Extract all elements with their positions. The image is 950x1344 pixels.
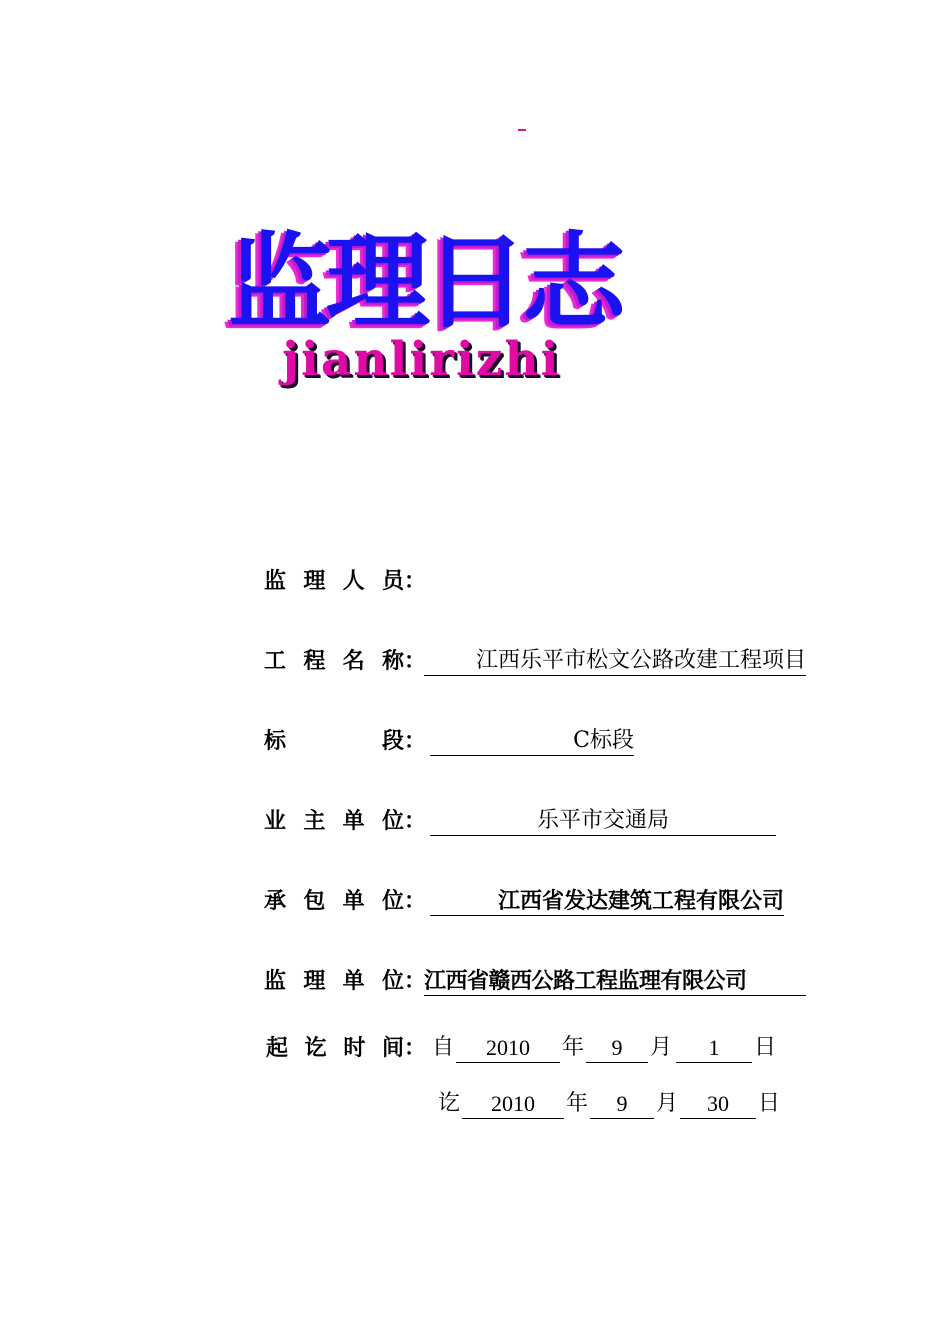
field-supervision-unit: 监 理 单 位 ： 江西省赣西公路工程监理有限公司	[264, 965, 824, 997]
day-unit: 日	[758, 1091, 781, 1116]
start-year: 2010	[456, 1032, 560, 1063]
field-label: 承 包 单 位	[264, 888, 404, 914]
project-name-value: 江西乐平市松文公路改建工程项目	[424, 645, 806, 676]
end-prefix: 讫	[438, 1091, 461, 1116]
end-day: 30	[680, 1088, 756, 1119]
field-period-start: 起 讫 时 间 ： 自 2010 年 9 月 1 日	[266, 1032, 806, 1064]
field-period-end	[266, 1088, 806, 1120]
day-unit: 日	[754, 1035, 777, 1060]
start-prefix: 自	[432, 1035, 455, 1060]
field-owner: 业 主 单 位 ： 乐平市交通局	[264, 805, 824, 837]
section-value: C标段	[430, 725, 634, 756]
cover-title-pinyin: jianlirizhi	[282, 332, 561, 387]
field-label: 工 程 名 称	[264, 648, 404, 674]
field-section: 标 段 ： C标段	[264, 725, 824, 757]
cover-title: 监理日志	[228, 221, 621, 343]
owner-value: 乐平市交通局	[430, 805, 776, 836]
decorative-mark	[518, 129, 526, 131]
field-label: 监 理 人 员	[264, 568, 404, 594]
end-month: 9	[590, 1088, 654, 1119]
start-day: 1	[676, 1032, 752, 1063]
month-unit: 月	[656, 1091, 679, 1116]
field-label: 业 主 单 位	[264, 808, 404, 834]
year-unit: 年	[566, 1091, 589, 1116]
field-project-name: 工 程 名 称 ： 江西乐平市松文公路改建工程项目	[264, 645, 824, 677]
field-label: 标 段	[264, 728, 404, 754]
field-contractor: 承 包 单 位 ： 江西省发达建筑工程有限公司	[264, 885, 824, 917]
supervision-unit-value: 江西省赣西公路工程监理有限公司	[424, 965, 806, 996]
field-supervisor-staff: 监 理 人 员 ：	[264, 565, 824, 597]
field-label: 监 理 单 位	[264, 968, 404, 994]
end-year: 2010	[462, 1088, 564, 1119]
year-unit: 年	[562, 1035, 585, 1060]
field-label: 起 讫 时 间	[266, 1035, 404, 1061]
start-month: 9	[586, 1032, 648, 1063]
contractor-value: 江西省发达建筑工程有限公司	[430, 885, 784, 916]
month-unit: 月	[650, 1035, 673, 1060]
